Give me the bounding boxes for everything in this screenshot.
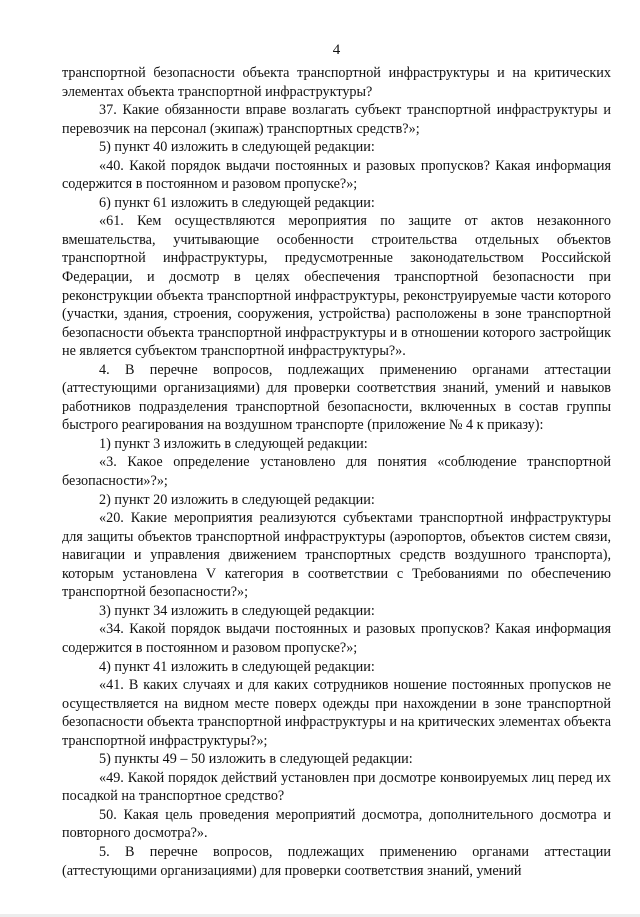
paragraph: 1) пункт 3 изложить в следующей редакции: [99, 435, 368, 452]
paragraph: 3) пункт 34 изложить в следующей редакции: [99, 602, 375, 619]
paragraph: 5. В перечне вопросов, подлежащих применению органами аттестации (аттестующими организациями) для проверки соответствия знаний, умений [62, 843, 611, 879]
paragraph: 37. Какие обязанности вправе возлагать субъект транспортной инфраструктуры и перевозчик на персонал (экипаж) транспортных средств?»; [62, 102, 611, 137]
paragraph: «20. Какие мероприятия реализуются субъектами транспортной инфраструктуры для защиты объектов транспортной инфраструктуры (аэропортов, объектов систем связи, навигации и управления движением транспортных средств воздушного транспорта), которым установлена V категория в соответствии с Требованиями по обеспечению транспортной безопасности?»; [62, 510, 611, 601]
document-body [62, 64, 611, 880]
paragraph: «40. Какой порядок выдачи постоянных и разовых пропусков? Какая информация содержится в постоянном и разовом пропуске?»; [62, 157, 611, 193]
paragraph: 5) пункт 40 изложить в следующей редакции: [99, 139, 375, 156]
paragraph: 5) пункты 49 – 50 изложить в следующей редакции: [99, 751, 413, 768]
paragraph: «34. Какой порядок выдачи постоянных и разовых пропусков? Какая информация содержится в постоянном и разовом пропуске?»; [62, 621, 611, 656]
paragraph: 6) пункт 61 изложить в следующей редакции: [99, 194, 375, 211]
paragraph: 4. В перечне вопросов, подлежащих применению органами аттестации (аттестующими организациями) для проверки соответствия знаний, умений и навыков работников подразделения транспортной безопасности, включенных в состав группы быстрого реагирования на воздушном транспорте (приложение № 4 к приказу): [62, 361, 611, 434]
paragraph: 50. Какая цель проведения мероприятий досмотра, дополнительного досмотра и повторного досмотра?». [62, 806, 611, 842]
paragraph: 2) пункт 20 изложить в следующей редакции: [99, 491, 375, 508]
paragraph: транспортной безопасности объекта транспортной инфраструктуры и на критических элементах объекта транспортной инфраструктуры? [62, 65, 611, 100]
paragraph: 4) пункт 41 изложить в следующей редакции: [99, 658, 375, 675]
paragraph: «41. В каких случаях и для каких сотрудников ношение постоянных пропусков не осуществляется на видном месте поверх одежды при нахождении в зоне транспортной безопасности объекта транспортной инфраструктуры и на критических элементах объекта транспортной инфраструктуры?»; [62, 677, 611, 749]
page-number: 4 [332, 42, 341, 58]
paragraph: «49. Какой порядок действий установлен при досмотре конвоируемых лиц перед их посадкой на транспортное средство? [62, 769, 611, 805]
paragraph: «3. Какое определение установлено для понятия «соблюдение транспортной безопасности»?»; [62, 454, 611, 490]
paragraph: «61. Кем осуществляются мероприятия по защите от актов незаконного вмешательства, учитывающие особенности строительства отдельных объектов транспортной инфраструктуры, предусмотренные законодательством Российской Федерации, и досмотр в целях обеспечения транспортной безопасности при реконструкции объекта транспортной инфраструктуры, реконструируемые части которого (участки, здания, строения, сооружения, устройства) расположены в зоне транспортной безопасности объекта транспортной инфраструктуры и в отношении которого застройщик не является субъектом транспортной инфраструктуры?». [62, 213, 611, 360]
